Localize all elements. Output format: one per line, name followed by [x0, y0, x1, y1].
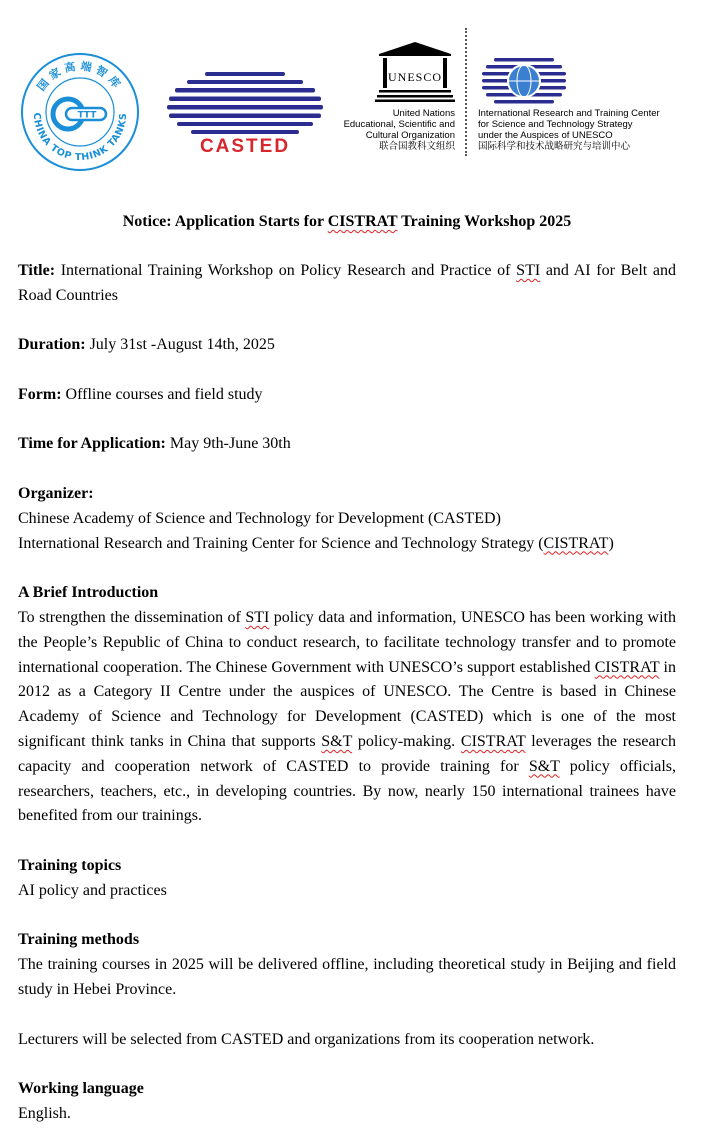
duration-value: July 31st -August 14th, 2025 — [85, 336, 275, 354]
notice-title-cistrat: CISTRAT — [327, 213, 398, 230]
intro-text-3: in 2012 as a Category II Centre under the auspices of UNESCO. The Centre is based in Chinese Academy of Science and Technology for Development (CASTED) which is one of the most significant think tanks in China that supports — [18, 658, 676, 750]
methods-heading-text: Training methods — [18, 931, 140, 949]
intro-text-2: policy data and information, UNESCO has been working with the People’s Republic of China to conduct research, to facilitate technology transfer and to promote international cooperation. The Chinese Government with UNESCO’s support established — [18, 608, 676, 676]
intro-paragraph — [18, 606, 676, 829]
ctt-badge: TTT — [77, 110, 97, 121]
unesco-logo — [335, 40, 455, 160]
unesco-line-1: United Nations — [392, 108, 455, 119]
organizer-cistrat-text: International Research and Training Center for Science and Technology Strategy ( — [18, 534, 544, 552]
ctt-bottom-text: CHINA TOP THINK TANKS — [30, 112, 130, 164]
duration-label: Duration: — [18, 336, 86, 354]
intro-st-2: S&T — [528, 757, 560, 775]
logo-divider — [465, 28, 467, 156]
methods-value: The training courses in 2025 will be delivered offline, including theoretical study in Beijing and field study in Hebei Province. — [18, 956, 676, 998]
cistrat-logo — [480, 56, 568, 106]
logo-header — [0, 0, 710, 200]
topics-heading-text: Training topics — [18, 856, 122, 874]
organizer-casted: Chinese Academy of Science and Technology for Development (CASTED) — [18, 509, 501, 527]
intro-cistrat-1: CISTRAT — [594, 658, 660, 676]
language-heading-text: Working language — [18, 1080, 144, 1098]
organizer-heading — [18, 482, 676, 507]
china-top-think-tanks-logo — [20, 52, 140, 172]
duration-line — [18, 333, 676, 358]
organizer-cistrat-acronym: CISTRAT — [543, 534, 609, 552]
methods-heading — [18, 928, 676, 953]
application-time-value: May 9th-June 30th — [165, 435, 291, 453]
language-value: English. — [18, 1104, 71, 1122]
title-value-part-1: International Training Workshop on Policy Research and Practice of — [55, 261, 517, 279]
form-line — [18, 383, 676, 408]
title-label: Title: — [18, 261, 56, 279]
topics-heading — [18, 854, 676, 879]
cistrat-line-2: for Science and Technology Strategy — [478, 119, 633, 130]
casted-stripes — [167, 72, 323, 134]
notice-document — [18, 210, 676, 1127]
intro-text-4: policy-making. — [352, 732, 461, 750]
ctt-top-text: 国家高端智库 — [34, 59, 126, 94]
cistrat-caption — [478, 108, 698, 152]
cistrat-line-4: 国际科学和技术战略研究与培训中心 — [478, 141, 631, 152]
intro-text-1: To strengthen the dissemination of — [18, 608, 246, 626]
cistrat-line-1: International Research and Training Center — [478, 108, 660, 119]
unesco-line-4: 联合国教科文组织 — [378, 141, 455, 152]
cistrat-line-3: under the Auspices of UNESCO — [478, 130, 613, 141]
intro-sti: STI — [245, 608, 270, 626]
form-value: Offline courses and field study — [61, 385, 263, 403]
organizer-cistrat-close: ) — [608, 534, 614, 552]
intro-text-5: leverages the research capacity and cooperation network of CASTED to provide training for — [18, 732, 676, 775]
unesco-caption — [335, 108, 455, 152]
language-heading — [18, 1077, 676, 1102]
unesco-line-3: Cultural Organization — [365, 130, 455, 141]
title-value-part-2: and AI for Belt and Road Countries — [18, 261, 676, 304]
notice-title-prefix: Notice: Application Starts for — [122, 213, 328, 230]
intro-heading-text: A Brief Introduction — [18, 584, 159, 602]
organizer-cistrat — [18, 532, 676, 557]
unesco-temple-icon — [375, 40, 455, 102]
intro-st-1: S&T — [321, 732, 353, 750]
notice-title — [18, 210, 676, 235]
unesco-wordmark: UNESCO — [387, 70, 443, 84]
intro-cistrat-2: CISTRAT — [460, 732, 526, 750]
application-time-label: Time for Application: — [18, 435, 166, 453]
casted-wordmark: CASTED — [199, 136, 291, 156]
application-time-line — [18, 432, 676, 457]
topics-value: AI policy and practices — [18, 881, 167, 899]
lecturers-paragraph: Lecturers will be selected from CASTED and organizations from its cooperation network. — [18, 1030, 595, 1048]
intro-heading — [18, 581, 676, 606]
title-value-sti: STI — [516, 261, 541, 279]
unesco-line-2: Educational, Scientific and — [343, 119, 455, 130]
workshop-title — [18, 259, 676, 309]
intro-text-6: policy officials, researchers, teachers, etc., in developing countries. By now, nearly 150 international trainees have benefited from our trainings. — [18, 757, 676, 825]
notice-title-suffix: Training Workshop 2025 — [397, 213, 572, 230]
organizer-label: Organizer: — [18, 484, 94, 502]
casted-logo — [165, 70, 325, 156]
form-label: Form: — [18, 385, 62, 403]
